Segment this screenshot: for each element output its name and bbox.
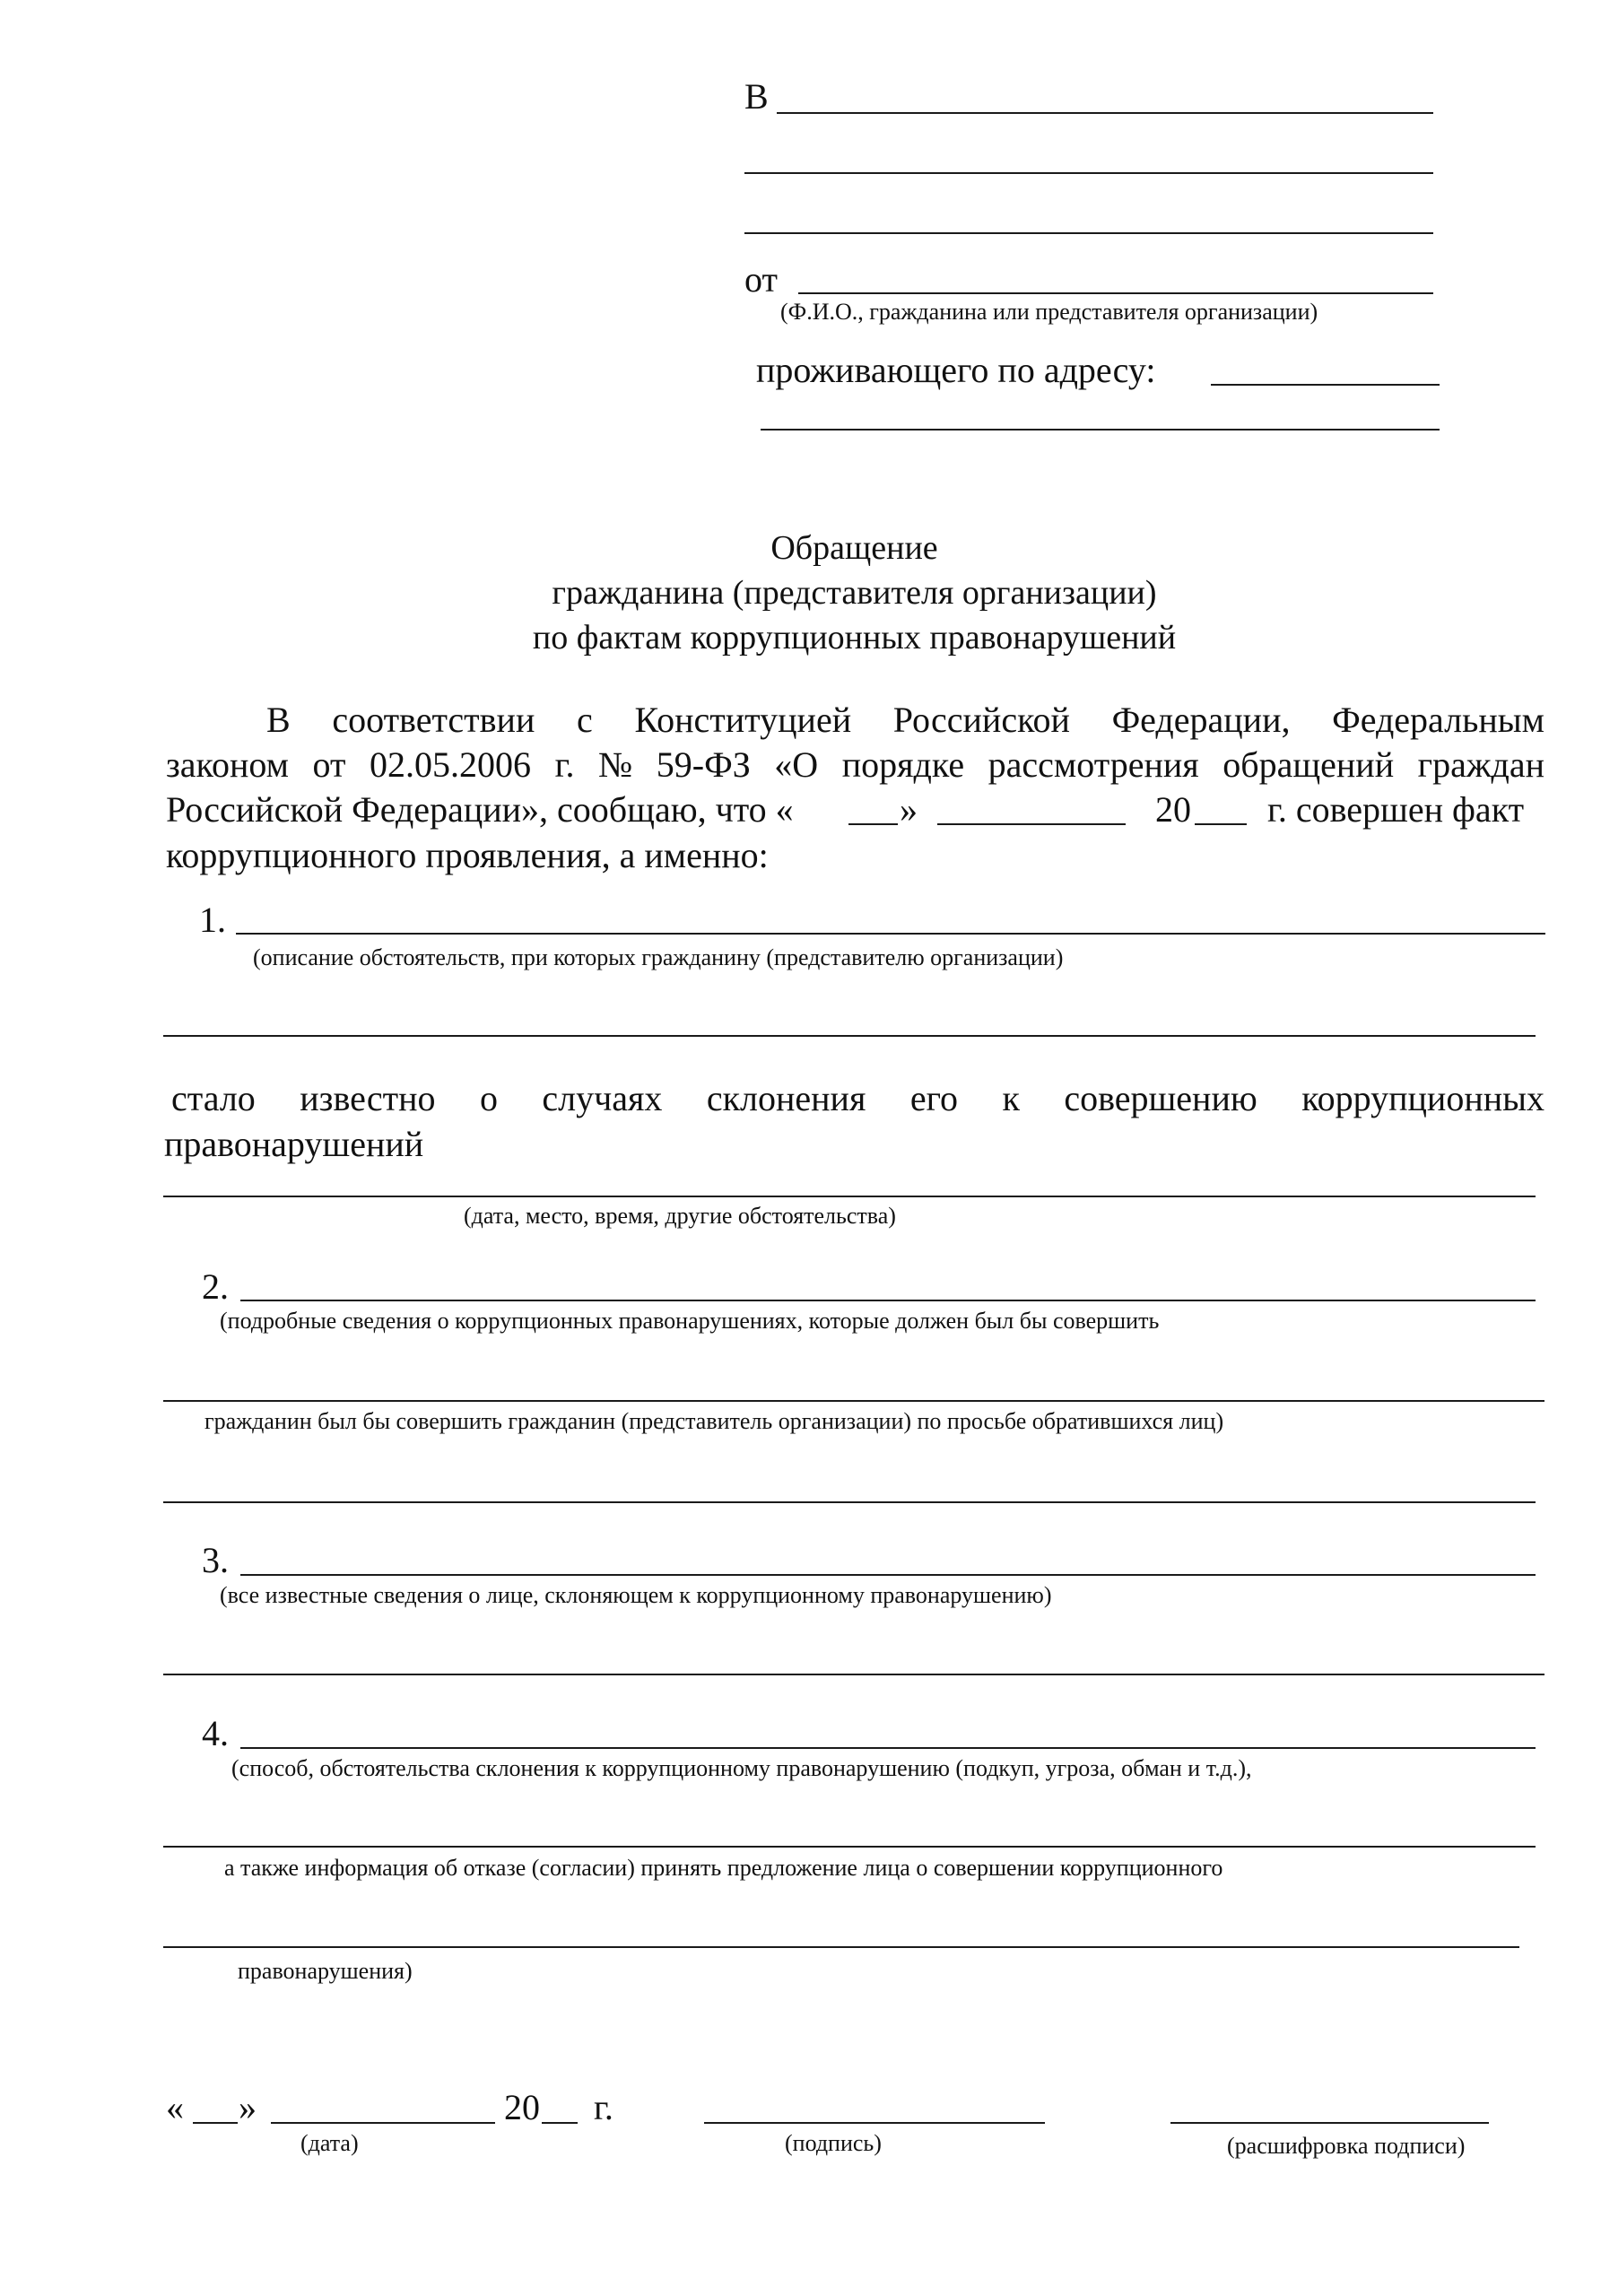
- item-3-line-1[interactable]: [240, 1574, 1536, 1576]
- signature-line[interactable]: [704, 2122, 1045, 2124]
- sign-year-prefix: 20: [504, 2087, 540, 2127]
- item-4-line-2[interactable]: [163, 1846, 1536, 1848]
- item-number-1: 1.: [199, 900, 226, 940]
- word: его: [909, 1078, 958, 1118]
- paragraph-line-4: коррупционного проявления, а именно:: [166, 835, 769, 875]
- sign-year-blank[interactable]: [542, 2122, 578, 2124]
- address-line-1[interactable]: [1211, 384, 1440, 386]
- item-number-4: 4.: [202, 1713, 229, 1753]
- paragraph-line-1: [266, 702, 1544, 738]
- date-hint: (дата): [300, 2130, 359, 2156]
- item-2-line-2[interactable]: [163, 1400, 1544, 1402]
- addressee-line-2[interactable]: [744, 172, 1433, 174]
- paragraph-line-3-start: Российской Федерации», сообщаю, что «: [166, 789, 794, 830]
- item-4-hint-b: а также информация об отказе (согласии) принять предложение лица о совершении коррупционного: [224, 1855, 1223, 1881]
- word: №: [598, 744, 633, 785]
- word: от: [312, 744, 346, 785]
- known-line-1: [171, 1078, 1544, 1118]
- word: 02.05.2006: [370, 744, 531, 785]
- address-line-2[interactable]: [761, 429, 1440, 430]
- word: совершению: [1064, 1078, 1257, 1118]
- word: с: [577, 700, 593, 740]
- item-4-hint: (способ, обстоятельства склонения к коррупционному правонарушению (подкуп, угроза, обман и т.д.),: [231, 1755, 1252, 1781]
- word: 59-ФЗ: [656, 744, 751, 785]
- item-2-line-3[interactable]: [163, 1501, 1536, 1503]
- sign-year-suffix: г.: [594, 2087, 613, 2127]
- item-1-line-1[interactable]: [236, 933, 1545, 935]
- sign-month-blank[interactable]: [271, 2122, 495, 2124]
- item-3-line-2[interactable]: [163, 1674, 1544, 1675]
- event-day-blank[interactable]: [848, 823, 898, 825]
- item-number-3: 3.: [202, 1540, 229, 1580]
- item-2-line-1[interactable]: [240, 1300, 1536, 1301]
- paragraph-line-3-end: г. совершен факт: [1267, 789, 1525, 830]
- word: граждан: [1417, 744, 1544, 785]
- date-quote-close: »: [239, 2087, 257, 2127]
- word: случаях: [542, 1078, 663, 1118]
- word: Российской: [892, 700, 1070, 740]
- signature-decode-line[interactable]: [1170, 2122, 1489, 2124]
- addressee-line-1[interactable]: [777, 112, 1433, 114]
- word: законом: [166, 744, 289, 785]
- doc-subtitle-2: по фактам коррупционных правонарушений: [532, 619, 1177, 657]
- word: коррупционных: [1301, 1078, 1544, 1118]
- event-year-prefix: 20: [1155, 789, 1191, 830]
- word: рассмотрения: [988, 744, 1199, 785]
- word: Федеральным: [1332, 700, 1544, 740]
- paragraph-line-2: [166, 744, 1544, 785]
- word: Конституцией: [634, 700, 852, 740]
- word: обращений: [1223, 744, 1395, 785]
- word: порядке: [841, 744, 965, 785]
- event-month-blank[interactable]: [937, 823, 1126, 825]
- item-2-hint-b: гражданин был бы совершить гражданин (представитель организации) по просьбе обратившихся лиц): [204, 1408, 1224, 1434]
- item-4-line-3[interactable]: [163, 1946, 1519, 1948]
- address-label: проживающего по адресу:: [756, 350, 1156, 390]
- item-4-line-1[interactable]: [240, 1747, 1536, 1749]
- word: о: [479, 1078, 498, 1118]
- from-prefix: от: [744, 259, 778, 300]
- sender-name-hint: (Ф.И.О., гражданина или представителя организации): [780, 299, 1318, 325]
- doc-subtitle-1: гражданина (представителя организации): [552, 574, 1157, 612]
- known-line-2: правонарушений: [164, 1124, 424, 1164]
- item-3-hint: (все известные сведения о лице, склоняющем к коррупционному правонарушению): [220, 1582, 1052, 1608]
- word: г.: [554, 744, 575, 785]
- item-1-hint: (описание обстоятельств, при которых гражданину (представителю организации): [253, 944, 1064, 970]
- doc-title: Обращение: [770, 529, 938, 567]
- word: известно: [300, 1078, 436, 1118]
- word: склонения: [706, 1078, 866, 1118]
- sign-day-blank[interactable]: [193, 2122, 238, 2124]
- word: Федерации,: [1111, 700, 1291, 740]
- word: соответствии: [332, 700, 535, 740]
- item-1-line-2[interactable]: [163, 1035, 1536, 1037]
- word: «О: [774, 744, 819, 785]
- word: В: [266, 700, 291, 740]
- signature-hint: (подпись): [785, 2130, 882, 2156]
- item-2-hint: (подробные сведения о коррупционных правонарушениях, которые должен был бы совершить: [220, 1308, 1160, 1334]
- item-number-2: 2.: [202, 1266, 229, 1307]
- word: стало: [171, 1078, 256, 1118]
- to-prefix: В: [744, 76, 769, 117]
- item-4-hint-c: правонарушения): [238, 1958, 413, 1984]
- item-1-hint-b: (дата, место, время, другие обстоятельства): [464, 1203, 896, 1229]
- sender-name-line[interactable]: [798, 292, 1433, 294]
- quote-close: »: [900, 789, 918, 830]
- event-year-blank[interactable]: [1195, 823, 1247, 825]
- addressee-line-3[interactable]: [744, 232, 1433, 234]
- signature-decode-hint: (расшифровка подписи): [1227, 2133, 1466, 2159]
- date-quote-open: «: [166, 2087, 184, 2127]
- word: к: [1002, 1078, 1020, 1118]
- item-1-line-3[interactable]: [163, 1196, 1536, 1197]
